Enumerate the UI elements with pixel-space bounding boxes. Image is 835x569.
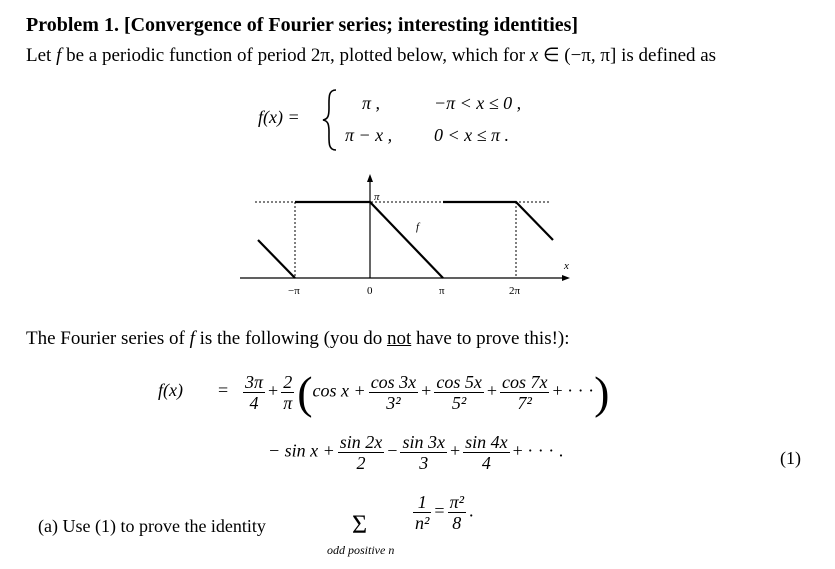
x-axis-label: x [564,260,569,272]
sin-x-term: − sin x + [268,440,335,461]
frac-sin4x: $\frac{\sin 4x}{4}$ [465,432,508,473]
series-line2-tail: + · · · . [512,440,564,461]
equation-number: (1) [780,448,801,468]
definition-lhs: f(x) = [258,107,300,127]
frac-2-pi: $\frac{2}{\pi}$ [283,372,293,413]
part-a-label: (a) Use (1) to prove the identity [38,516,266,536]
case2-condition: 0 < x ≤ π . [434,125,510,145]
frac-cos5x: $\frac{\cos 5x}{\text{5²}}$ [436,372,482,413]
intro-x: x [529,45,539,66]
frac-cos7x: $\frac{\cos 7x}{\text{7²}}$ [501,372,548,413]
cos-x-term: cos x + [312,380,366,401]
series-line-2: − sin x + $\frac{\sin 2x}{2}$ − $\frac{\sin 3x}{3}$ + $\frac{\sin 4x}{4}$ + · · · . [268,432,564,473]
sigma-icon: Σ [352,510,368,539]
case1-value: π , [362,93,381,113]
tick-label-zero: 0 [367,285,373,297]
graph-segment-3 [443,202,553,240]
sum-subscript: odd positive n [327,543,395,557]
intro-text-b: be a periodic function of period 2π, plotted below, which for [66,45,526,66]
function-label: f [416,221,420,233]
x-axis-arrow-icon [562,275,570,281]
frac-pi2-8: $\frac{\text{π²}}{8}$ [449,492,464,533]
function-plot [240,168,590,303]
frac-1-n2: $\frac{1}{\text{n²}}$ [415,492,430,533]
frac-sin3x: $\frac{\sin 3x}{3}$ [402,432,445,473]
y-label-pi: π [374,191,380,203]
problem-number: Problem 1. [26,14,119,36]
problem-heading [26,14,578,37]
series-intro-f: f [189,328,195,349]
series-equals: = [218,380,229,400]
frac-sin2x: $\frac{\sin 2x}{2}$ [339,432,383,473]
intro-text-a: Let [26,45,52,66]
right-paren: ) [594,367,610,418]
identity-rhs: $\frac{1}{\text{n²}}$ = $\frac{\text{π²}}{8}$ . [415,492,474,533]
intro-text-c: ∈ (−π, π] is defined as [543,45,717,66]
graph-segment-2 [295,202,443,278]
series-intro-a: The Fourier series of [26,328,185,349]
frac-3pi-4: $\frac{3\pi}{4}$ [245,372,264,413]
series-intro [26,328,570,350]
frac-cos3x: $\frac{\cos 3x}{\text{3²}}$ [370,372,417,413]
series-intro-not: not [386,328,412,349]
y-axis-arrow-icon [367,174,373,182]
tick-label-pi: π [439,285,445,297]
series-intro-c: have to prove this!): [415,328,570,349]
case1-condition: −π < x ≤ 0 , [434,93,522,113]
series-lhs: f(x) [158,380,183,400]
tick-label-2pi: 2π [509,285,521,297]
identity-equals: = [434,500,445,521]
left-paren: ( [297,367,313,418]
brace-icon [320,88,340,152]
tick-label-neg-pi: −π [288,285,300,297]
series-line-1: $\frac{3\pi}{4}$ + $\frac{2}{\pi}$ (cos x + $\frac{\cos 3x}{\text{3²}}$ + $\frac{\cos 5x}{\text{5²}}$ + $\frac{\cos 7x}{\text{7²}}$ + · · ·) [245,367,610,418]
series-intro-b: is the following (you do [199,328,383,349]
case2-value: π − x , [345,125,393,145]
intro-line [26,44,716,67]
intro-f: f [56,45,62,66]
graph-segment-1 [258,240,295,278]
problem-topic: [Convergence of Fourier series; interesting identities] [123,14,579,36]
series-line1-tail: + · · · [552,380,595,401]
